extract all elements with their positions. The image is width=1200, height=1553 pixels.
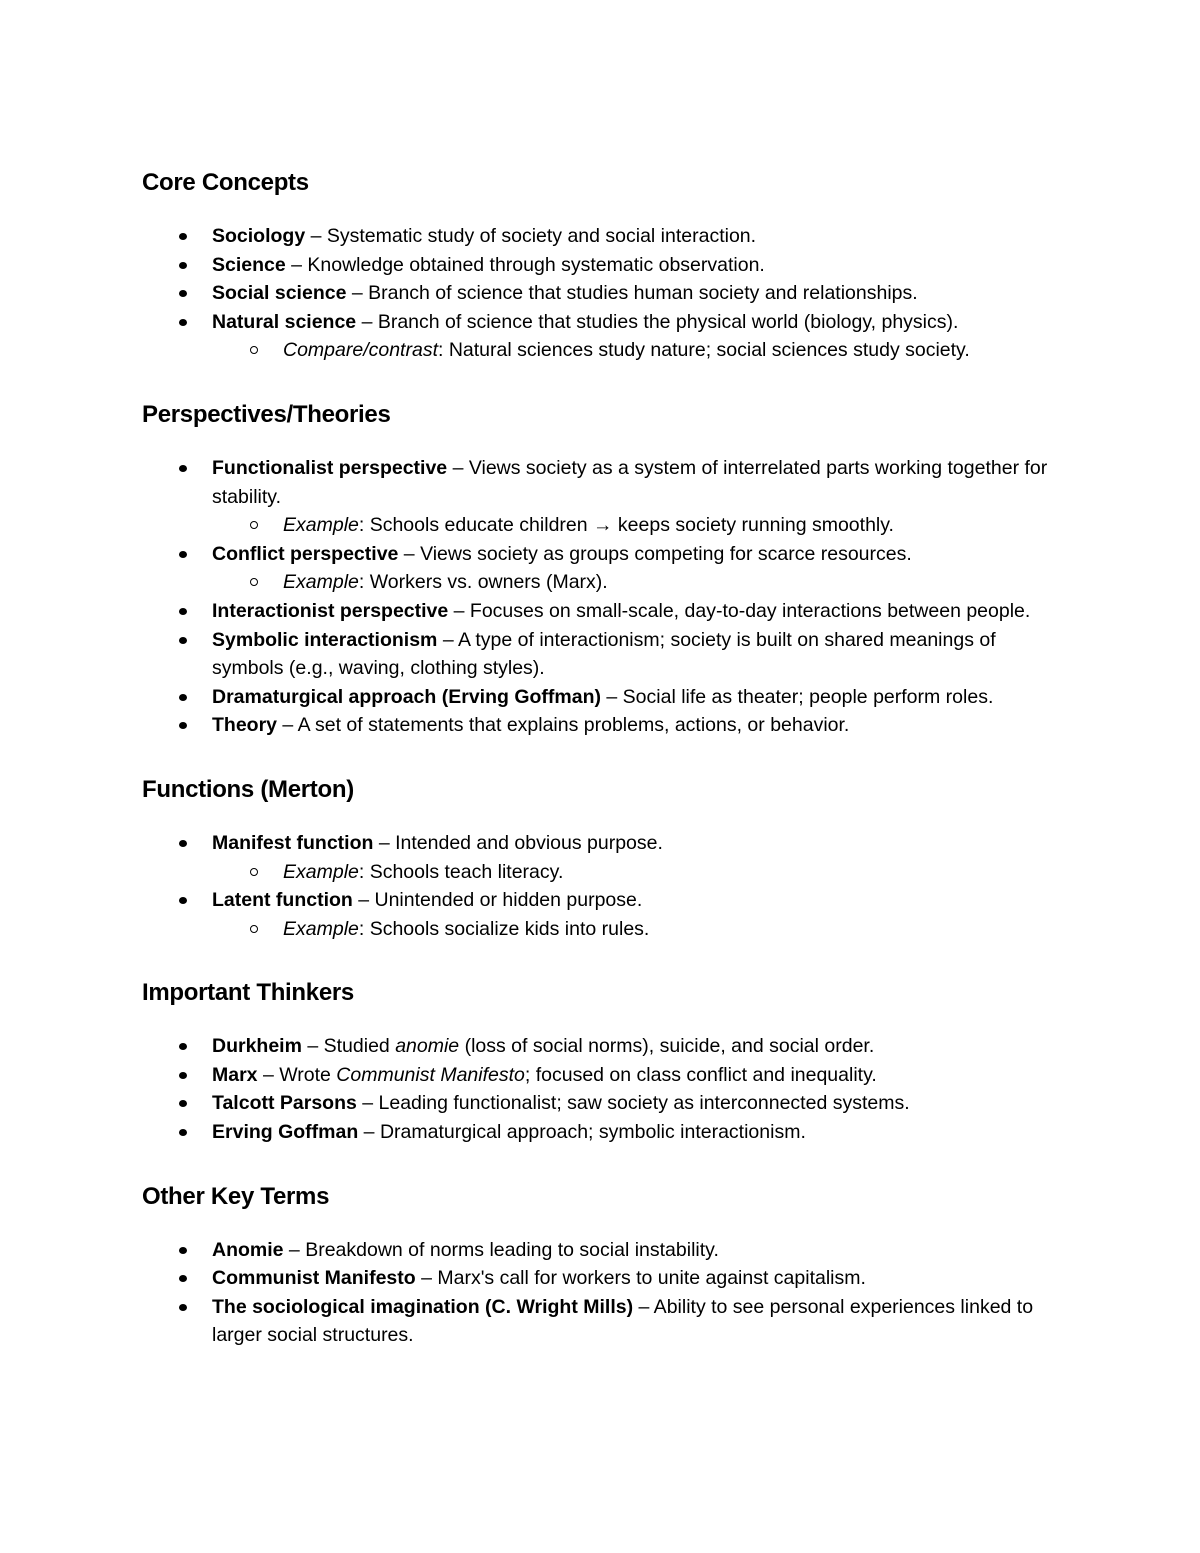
sub-text: : Natural sciences study nature; social sciences study society. bbox=[437, 339, 970, 362]
bullet-dot-icon bbox=[179, 1100, 187, 1107]
list-item bbox=[142, 1264, 1072, 1293]
hollow-bullet-icon bbox=[250, 868, 258, 876]
document-body bbox=[142, 166, 1072, 1383]
bullet-list bbox=[142, 1032, 1072, 1146]
term: Functionalist perspective bbox=[212, 456, 448, 479]
term: Symbolic interactionism bbox=[212, 628, 438, 651]
section-heading: Core Concepts bbox=[142, 169, 309, 196]
definition: – Dramaturgical approach; symbolic interactionism. bbox=[358, 1121, 806, 1144]
term: Dramaturgical approach (Erving Goffman) bbox=[212, 685, 601, 708]
definition: – Systematic study of society and social interaction. bbox=[305, 225, 757, 247]
list-item bbox=[142, 1293, 1072, 1350]
sub-list-item bbox=[142, 858, 1072, 887]
definition: – Leading functionalist; saw society as interconnected systems. bbox=[356, 1092, 910, 1115]
list-item bbox=[142, 1236, 1072, 1265]
term: Conflict perspective bbox=[212, 542, 399, 565]
section bbox=[142, 398, 1072, 740]
sub-list-item bbox=[142, 568, 1072, 597]
term: The sociological imagination (C. Wright Mills) bbox=[212, 1295, 634, 1318]
bullet-dot-icon bbox=[179, 694, 187, 701]
definition: – Knowledge obtained through systematic observation. bbox=[285, 253, 765, 276]
definition-continued: ; focused on class conflict and inequality. bbox=[524, 1063, 877, 1086]
section-heading: Important Thinkers bbox=[142, 979, 354, 1007]
list-item bbox=[142, 886, 1072, 943]
italic-title: anomie bbox=[395, 1035, 460, 1058]
section-heading: Functions (Merton) bbox=[142, 775, 354, 803]
bullet-dot-icon bbox=[179, 1304, 187, 1311]
bullet-list bbox=[142, 829, 1072, 943]
sub-text: : Schools educate children → keeps society running smoothly. bbox=[358, 514, 894, 537]
bullet-list bbox=[142, 1236, 1072, 1350]
section bbox=[142, 1180, 1072, 1350]
sub-bullet-list bbox=[212, 915, 1072, 944]
section bbox=[142, 166, 1072, 365]
definition: – Focuses on small-scale, day-to-day interactions between people. bbox=[448, 599, 1031, 622]
list-item bbox=[142, 1089, 1072, 1118]
sub-bullet-list bbox=[212, 568, 1072, 597]
definition: – Breakdown of norms leading to social instability. bbox=[283, 1238, 719, 1261]
bullet-list bbox=[142, 222, 1072, 365]
list-item bbox=[142, 222, 1072, 251]
term: Social science bbox=[212, 282, 347, 305]
italic-title: Communist Manifesto bbox=[336, 1063, 525, 1086]
section bbox=[142, 976, 1072, 1146]
list-item bbox=[142, 597, 1072, 626]
bullet-dot-icon bbox=[179, 233, 187, 240]
sub-text: : Schools teach literacy. bbox=[358, 860, 564, 883]
term: Durkheim bbox=[212, 1035, 302, 1058]
term: Anomie bbox=[212, 1238, 284, 1261]
term: Talcott Parsons bbox=[212, 1092, 357, 1115]
definition: – Intended and obvious purpose. bbox=[373, 831, 663, 854]
sub-label: Example bbox=[283, 571, 359, 594]
list-item bbox=[142, 829, 1072, 886]
list-item bbox=[142, 1061, 1072, 1090]
definition: – Ability to see personal experiences linked to larger social structures. bbox=[212, 1295, 1034, 1347]
sub-label: Example bbox=[283, 514, 359, 537]
term: Communist Manifesto bbox=[212, 1267, 416, 1290]
list-item bbox=[142, 454, 1072, 540]
sub-bullet-list bbox=[212, 858, 1072, 887]
bullet-dot-icon bbox=[179, 722, 187, 729]
sub-list-item bbox=[142, 336, 1072, 365]
hollow-bullet-icon bbox=[250, 346, 258, 354]
definition: – Studied bbox=[301, 1035, 396, 1058]
term: Marx bbox=[212, 1063, 258, 1086]
term: Erving Goffman bbox=[212, 1121, 359, 1144]
section-heading: Perspectives/Theories bbox=[142, 400, 391, 428]
bullet-dot-icon bbox=[179, 637, 187, 644]
bullet-dot-icon bbox=[179, 1247, 187, 1254]
bullet-dot-icon bbox=[179, 551, 187, 558]
definition: – A type of interactionism; society is built on shared meanings of symbols (e.g., waving, clothing styles). bbox=[212, 628, 996, 680]
term: Latent function bbox=[212, 889, 353, 912]
list-item bbox=[142, 1118, 1072, 1147]
definition-continued: (loss of social norms), suicide, and social order. bbox=[459, 1035, 875, 1058]
term: Manifest function bbox=[212, 831, 374, 854]
hollow-bullet-icon bbox=[250, 521, 258, 529]
list-item bbox=[142, 540, 1072, 597]
bullet-dot-icon bbox=[179, 262, 187, 269]
list-item bbox=[142, 683, 1072, 712]
list-item bbox=[142, 279, 1072, 308]
sub-bullet-list bbox=[212, 511, 1072, 540]
bullet-list bbox=[142, 454, 1072, 740]
sub-label: Example bbox=[283, 860, 359, 883]
definition: – Social life as theater; people perform roles. bbox=[600, 685, 994, 708]
bullet-dot-icon bbox=[179, 319, 187, 326]
sub-list-item bbox=[142, 511, 1072, 540]
term: Sociology bbox=[212, 225, 306, 247]
sub-text: : Schools socialize kids into rules. bbox=[358, 917, 650, 940]
sub-label: Example bbox=[283, 917, 359, 940]
list-item bbox=[142, 711, 1072, 740]
bullet-dot-icon bbox=[179, 1072, 187, 1079]
bullet-dot-icon bbox=[179, 465, 187, 472]
definition: – A set of statements that explains problems, actions, or behavior. bbox=[277, 714, 850, 737]
term: Interactionist perspective bbox=[212, 599, 449, 622]
hollow-bullet-icon bbox=[250, 925, 258, 933]
bullet-dot-icon bbox=[179, 1129, 187, 1136]
sub-label: Compare/contrast bbox=[283, 339, 438, 362]
bullet-dot-icon bbox=[179, 290, 187, 297]
definition: – Unintended or hidden purpose. bbox=[352, 889, 643, 912]
definition: – Marx's call for workers to unite against capitalism. bbox=[415, 1267, 866, 1290]
list-item bbox=[142, 626, 1072, 683]
sub-bullet-list bbox=[212, 336, 1072, 365]
section-heading: Other Key Terms bbox=[142, 1182, 330, 1210]
definition: – Views society as a system of interrelated parts working together for stability. bbox=[212, 456, 1048, 508]
sub-list-item bbox=[142, 915, 1072, 944]
bullet-dot-icon bbox=[179, 608, 187, 615]
definition: – Views society as groups competing for scarce resources. bbox=[398, 542, 912, 565]
bullet-dot-icon bbox=[179, 1275, 187, 1282]
term: Natural science bbox=[212, 310, 357, 333]
hollow-bullet-icon bbox=[250, 578, 258, 586]
definition: – Branch of science that studies human society and relationships. bbox=[346, 282, 918, 305]
term: Science bbox=[212, 253, 286, 276]
definition: – Branch of science that studies the physical world (biology, physics). bbox=[356, 310, 959, 333]
list-item bbox=[142, 251, 1072, 280]
list-item bbox=[142, 308, 1072, 365]
bullet-dot-icon bbox=[179, 897, 187, 904]
term: Theory bbox=[212, 714, 278, 737]
bullet-dot-icon bbox=[179, 840, 187, 847]
sub-text: : Workers vs. owners (Marx). bbox=[358, 571, 608, 594]
list-item bbox=[142, 1032, 1072, 1061]
bullet-dot-icon bbox=[179, 1043, 187, 1050]
section bbox=[142, 773, 1072, 943]
definition: – Wrote bbox=[257, 1063, 337, 1086]
